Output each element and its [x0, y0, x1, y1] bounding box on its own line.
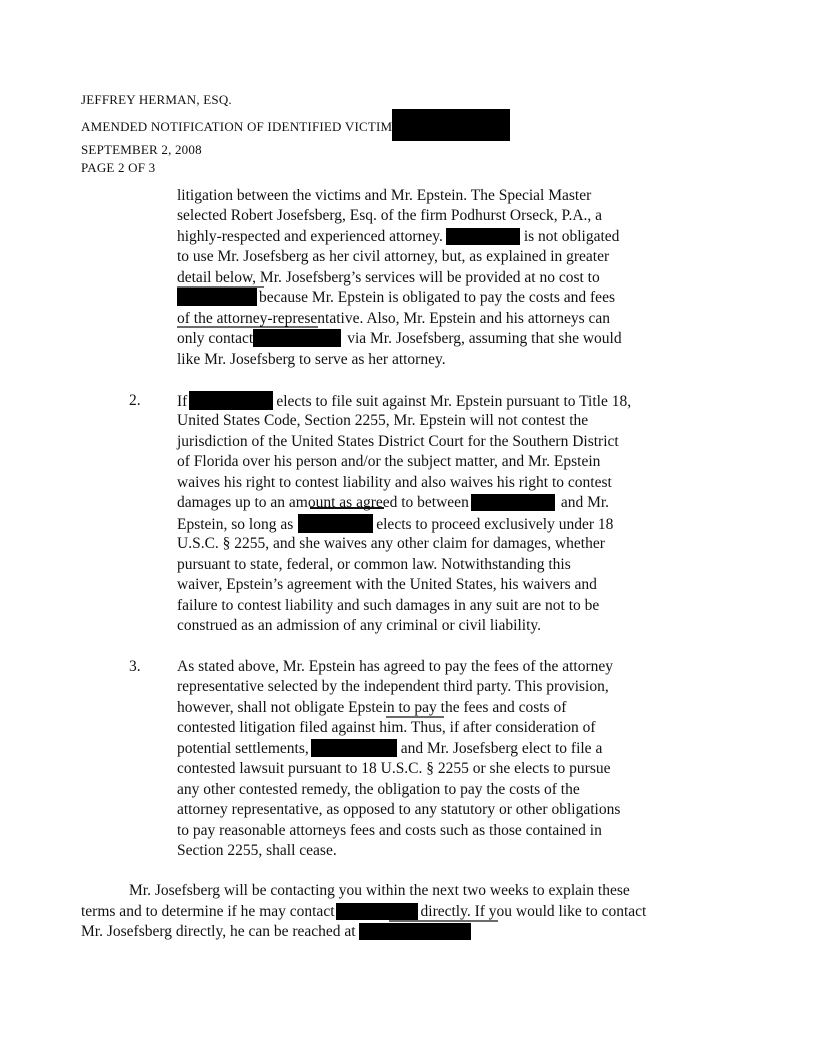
text-line: U.S.C. § 2255, and she waives any other claim for damages, whether [177, 535, 605, 552]
text-line: attorney representative, as opposed to any statutory or other obligations [177, 801, 621, 818]
text-fragment: directly. If you would like to contact [420, 903, 647, 920]
text-line: however, shall not obligate Epstein to pay the fees and costs of [177, 699, 567, 716]
text-line: waiver, Epstein’s agreement with the United States, his waivers and [177, 576, 597, 593]
text-line: litigation between the victims and Mr. Epstein. The Special Master [177, 187, 592, 204]
header-date: SEPTEMBER 2, 2008 [81, 142, 202, 157]
text-line: representative selected by the independent third party. This provision, [177, 678, 609, 695]
text-fragment: because Mr. Epstein is obligated to pay the costs and fees [259, 289, 615, 306]
text-line: like Mr. Josefsberg to serve as her attorney. [177, 351, 446, 368]
text-line: selected Robert Josefsberg, Esq. of the firm Podhurst Orseck, P.A., a [177, 207, 603, 224]
header-page-number: PAGE 2 OF 3 [81, 160, 156, 175]
header-recipient: JEFFREY HERMAN, ESQ. [81, 92, 232, 107]
text-line: As stated above, Mr. Epstein has agreed to pay the fees of the attorney [177, 658, 614, 675]
text-fragment: elects to proceed exclusively under 18 [376, 516, 614, 533]
text-fragment: terms and to determine if he may contact [81, 903, 335, 920]
header-subject-text: AMENDED NOTIFICATION OF IDENTIFIED VICTIM [81, 119, 393, 134]
text-line: Section 2255, shall cease. [177, 842, 337, 859]
text-fragment: If [177, 393, 188, 410]
text-fragment: is not obligated [523, 228, 620, 245]
text-line: waives his right to contest liability and also waives his right to contest [177, 474, 612, 491]
text-fragment: only contact [177, 330, 254, 347]
text-line: to pay reasonable attorneys fees and costs such as those contained in [177, 822, 602, 839]
text-fragment: Epstein, so long as [177, 516, 294, 533]
text-line: United States Code, Section 2255, Mr. Epstein will not contest the [177, 412, 589, 429]
text-line: jurisdiction of the United States District Court for the Southern District [177, 433, 619, 450]
item-number: 3. [129, 658, 141, 675]
text-line: contested litigation filed against him. Thus, if after consideration of [177, 719, 596, 736]
text-fragment: and Mr. Josefsberg elect to file a [400, 740, 603, 757]
text-line: of Florida over his person and/or the subject matter, and Mr. Epstein [177, 453, 601, 470]
text-line: of the attorney-representative. Also, Mr. Epstein and his attorneys can [177, 310, 611, 327]
text-line: failure to contest liability and such damages in any suit are not to be [177, 597, 600, 614]
text-line: pursuant to state, federal, or common law. Notwithstanding this [177, 556, 571, 573]
text-line: detail below, Mr. Josefsberg’s services will be provided at no cost to [177, 269, 600, 286]
text-fragment: and Mr. [560, 494, 610, 511]
text-fragment: potential settlements, [177, 740, 309, 757]
text-fragment: via Mr. Josefsberg, assuming that she would [347, 330, 622, 347]
text-fragment: Mr. Josefsberg directly, he can be reached at [81, 923, 356, 940]
text-line: construed as an admission of any criminal or civil liability. [177, 617, 542, 634]
text-line: Mr. Josefsberg will be contacting you within the next two weeks to explain these [129, 882, 630, 899]
text-fragment: highly-respected and experienced attorney. [177, 228, 443, 245]
text-line: to use Mr. Josefsberg as her civil attorney, but, as explained in greater [177, 248, 610, 265]
item-number: 2. [129, 392, 141, 409]
text-fragment: damages up to an amount as agreed to between [177, 494, 469, 511]
text-fragment: elects to file suit against Mr. Epstein pursuant to Title 18, [276, 393, 632, 410]
text-line: any other contested remedy, the obligation to pay the costs of the [177, 781, 580, 798]
text-line: contested lawsuit pursuant to 18 U.S.C. § 2255 or she elects to pursue [177, 760, 611, 777]
